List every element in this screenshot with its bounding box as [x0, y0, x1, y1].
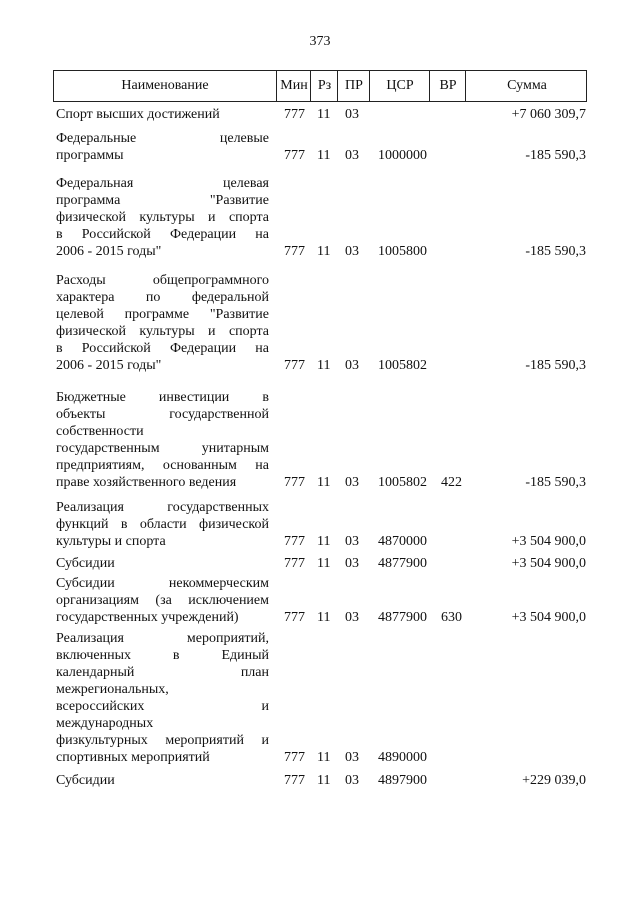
- header-rz: Рз: [310, 71, 338, 101]
- row-name: [53, 130, 269, 164]
- row-min: 777: [284, 750, 305, 765]
- row-min: 777: [284, 107, 305, 122]
- row-rz: 11: [317, 148, 331, 163]
- row-rz: 11: [317, 556, 331, 571]
- row-sum: +3 504 900,0: [511, 556, 586, 571]
- row-name: [53, 175, 269, 260]
- row-name: [53, 575, 269, 626]
- row-name-line: включенных в Единый: [56, 648, 269, 663]
- table-row: [53, 555, 587, 572]
- row-csr: 1000000: [378, 148, 427, 163]
- row-name-line: календарный план: [56, 665, 269, 680]
- table-row: [53, 575, 587, 626]
- table-row: [53, 175, 587, 260]
- row-name-line: физической культуры и спорта: [56, 324, 269, 339]
- row-name-line: организациям (за исключением: [56, 593, 269, 608]
- row-csr: 1005802: [378, 358, 427, 373]
- row-name: [53, 555, 269, 572]
- row-name-line: Федеральная целевая: [56, 176, 269, 191]
- row-name: [53, 772, 269, 789]
- row-min: 777: [284, 244, 305, 259]
- row-min: 777: [284, 475, 305, 490]
- row-sum: +3 504 900,0: [511, 534, 586, 549]
- row-name-line: Бюджетные инвестиции в: [56, 390, 269, 405]
- row-min: 777: [284, 773, 305, 788]
- row-pr: 03: [345, 534, 359, 549]
- row-name-line: предприятиям, основанным на: [56, 458, 269, 473]
- row-name-line: международных: [56, 716, 154, 731]
- header-sum: Сумма: [465, 71, 588, 101]
- row-csr: 1005802: [378, 475, 427, 490]
- row-sum: -185 590,3: [525, 358, 586, 373]
- row-sum: +3 504 900,0: [511, 610, 586, 625]
- row-rz: 11: [317, 750, 331, 765]
- row-name-line: Субсидии: [56, 773, 115, 788]
- table-row: [53, 499, 587, 550]
- row-name-line: культуры и спорта: [56, 534, 166, 549]
- row-name-line: 2006 - 2015 годы": [56, 358, 162, 373]
- row-name-line: программа "Развитие: [56, 193, 269, 208]
- page-number: 373: [309, 34, 331, 49]
- row-sum: +229 039,0: [522, 773, 586, 788]
- row-rz: 11: [317, 534, 331, 549]
- row-name-line: Расходы общепрограммного: [56, 273, 269, 288]
- row-name-line: собственности: [56, 424, 144, 439]
- row-csr: 4890000: [378, 750, 427, 765]
- row-sum: +7 060 309,7: [511, 107, 586, 122]
- row-pr: 03: [345, 244, 359, 259]
- row-rz: 11: [317, 244, 331, 259]
- header-name: Наименование: [121, 78, 209, 93]
- row-name-line: программы: [56, 148, 124, 163]
- table-row: [53, 389, 587, 491]
- table-header: [53, 70, 587, 102]
- row-vr: 422: [441, 475, 462, 490]
- header-vr: ВР: [429, 71, 466, 101]
- row-name-line: 2006 - 2015 годы": [56, 244, 162, 259]
- row-name: [53, 272, 269, 374]
- row-name-line: Федеральные целевые: [56, 131, 269, 146]
- row-name-line: характера по федеральной: [56, 290, 269, 305]
- row-name-line: спортивных мероприятий: [56, 750, 210, 765]
- row-name: [53, 389, 269, 491]
- row-csr: 4877900: [378, 556, 427, 571]
- row-name-line: физической культуры и спорта: [56, 210, 269, 225]
- row-pr: 03: [345, 358, 359, 373]
- header-pr: ПР: [337, 71, 370, 101]
- row-name-line: всероссийских и: [56, 699, 269, 714]
- table-row: [53, 106, 587, 123]
- row-name-line: в Российской Федерации на: [56, 227, 269, 242]
- row-name-line: Субсидии некоммерческим: [56, 576, 269, 591]
- row-pr: 03: [345, 475, 359, 490]
- row-vr: 630: [441, 610, 462, 625]
- row-csr: 4870000: [378, 534, 427, 549]
- row-pr: 03: [345, 610, 359, 625]
- row-name: [53, 630, 269, 766]
- row-name-line: межрегиональных,: [56, 682, 169, 697]
- row-csr: 1005800: [378, 244, 427, 259]
- row-csr: 4897900: [378, 773, 427, 788]
- table-row: [53, 272, 587, 374]
- row-name-line: государственным унитарным: [56, 441, 269, 456]
- row-name-line: Субсидии: [56, 556, 115, 571]
- row-pr: 03: [345, 556, 359, 571]
- row-name-line: Спорт высших достижений: [56, 107, 220, 122]
- header-min: Мин: [276, 71, 311, 101]
- row-min: 777: [284, 556, 305, 571]
- row-pr: 03: [345, 107, 359, 122]
- row-name-line: объекты государственной: [56, 407, 269, 422]
- row-sum: -185 590,3: [525, 475, 586, 490]
- row-rz: 11: [317, 358, 331, 373]
- row-pr: 03: [345, 148, 359, 163]
- row-rz: 11: [317, 773, 331, 788]
- row-name: [53, 499, 269, 550]
- row-name-line: Реализация государственных: [56, 500, 269, 515]
- row-min: 777: [284, 534, 305, 549]
- row-csr: 4877900: [378, 610, 427, 625]
- table-row: [53, 130, 587, 164]
- header-csr: ЦСР: [369, 71, 430, 101]
- row-min: 777: [284, 148, 305, 163]
- row-min: 777: [284, 610, 305, 625]
- row-name: [53, 106, 269, 123]
- row-min: 777: [284, 358, 305, 373]
- row-name-line: физкультурных мероприятий и: [56, 733, 269, 748]
- row-rz: 11: [317, 475, 331, 490]
- row-name-line: в Российской Федерации на: [56, 341, 269, 356]
- row-rz: 11: [317, 610, 331, 625]
- row-sum: -185 590,3: [525, 148, 586, 163]
- row-name-line: целевой программе "Развитие: [56, 307, 269, 322]
- row-name-line: государственных учреждений): [56, 610, 239, 625]
- table-row: [53, 630, 587, 766]
- row-name-line: Реализация мероприятий,: [56, 631, 269, 646]
- budget-table: [53, 70, 587, 789]
- row-pr: 03: [345, 773, 359, 788]
- row-name-line: праве хозяйственного ведения: [56, 475, 237, 490]
- row-name-line: функций в области физической: [56, 517, 269, 532]
- row-sum: -185 590,3: [525, 244, 586, 259]
- table-row: [53, 772, 587, 789]
- row-rz: 11: [317, 107, 331, 122]
- row-pr: 03: [345, 750, 359, 765]
